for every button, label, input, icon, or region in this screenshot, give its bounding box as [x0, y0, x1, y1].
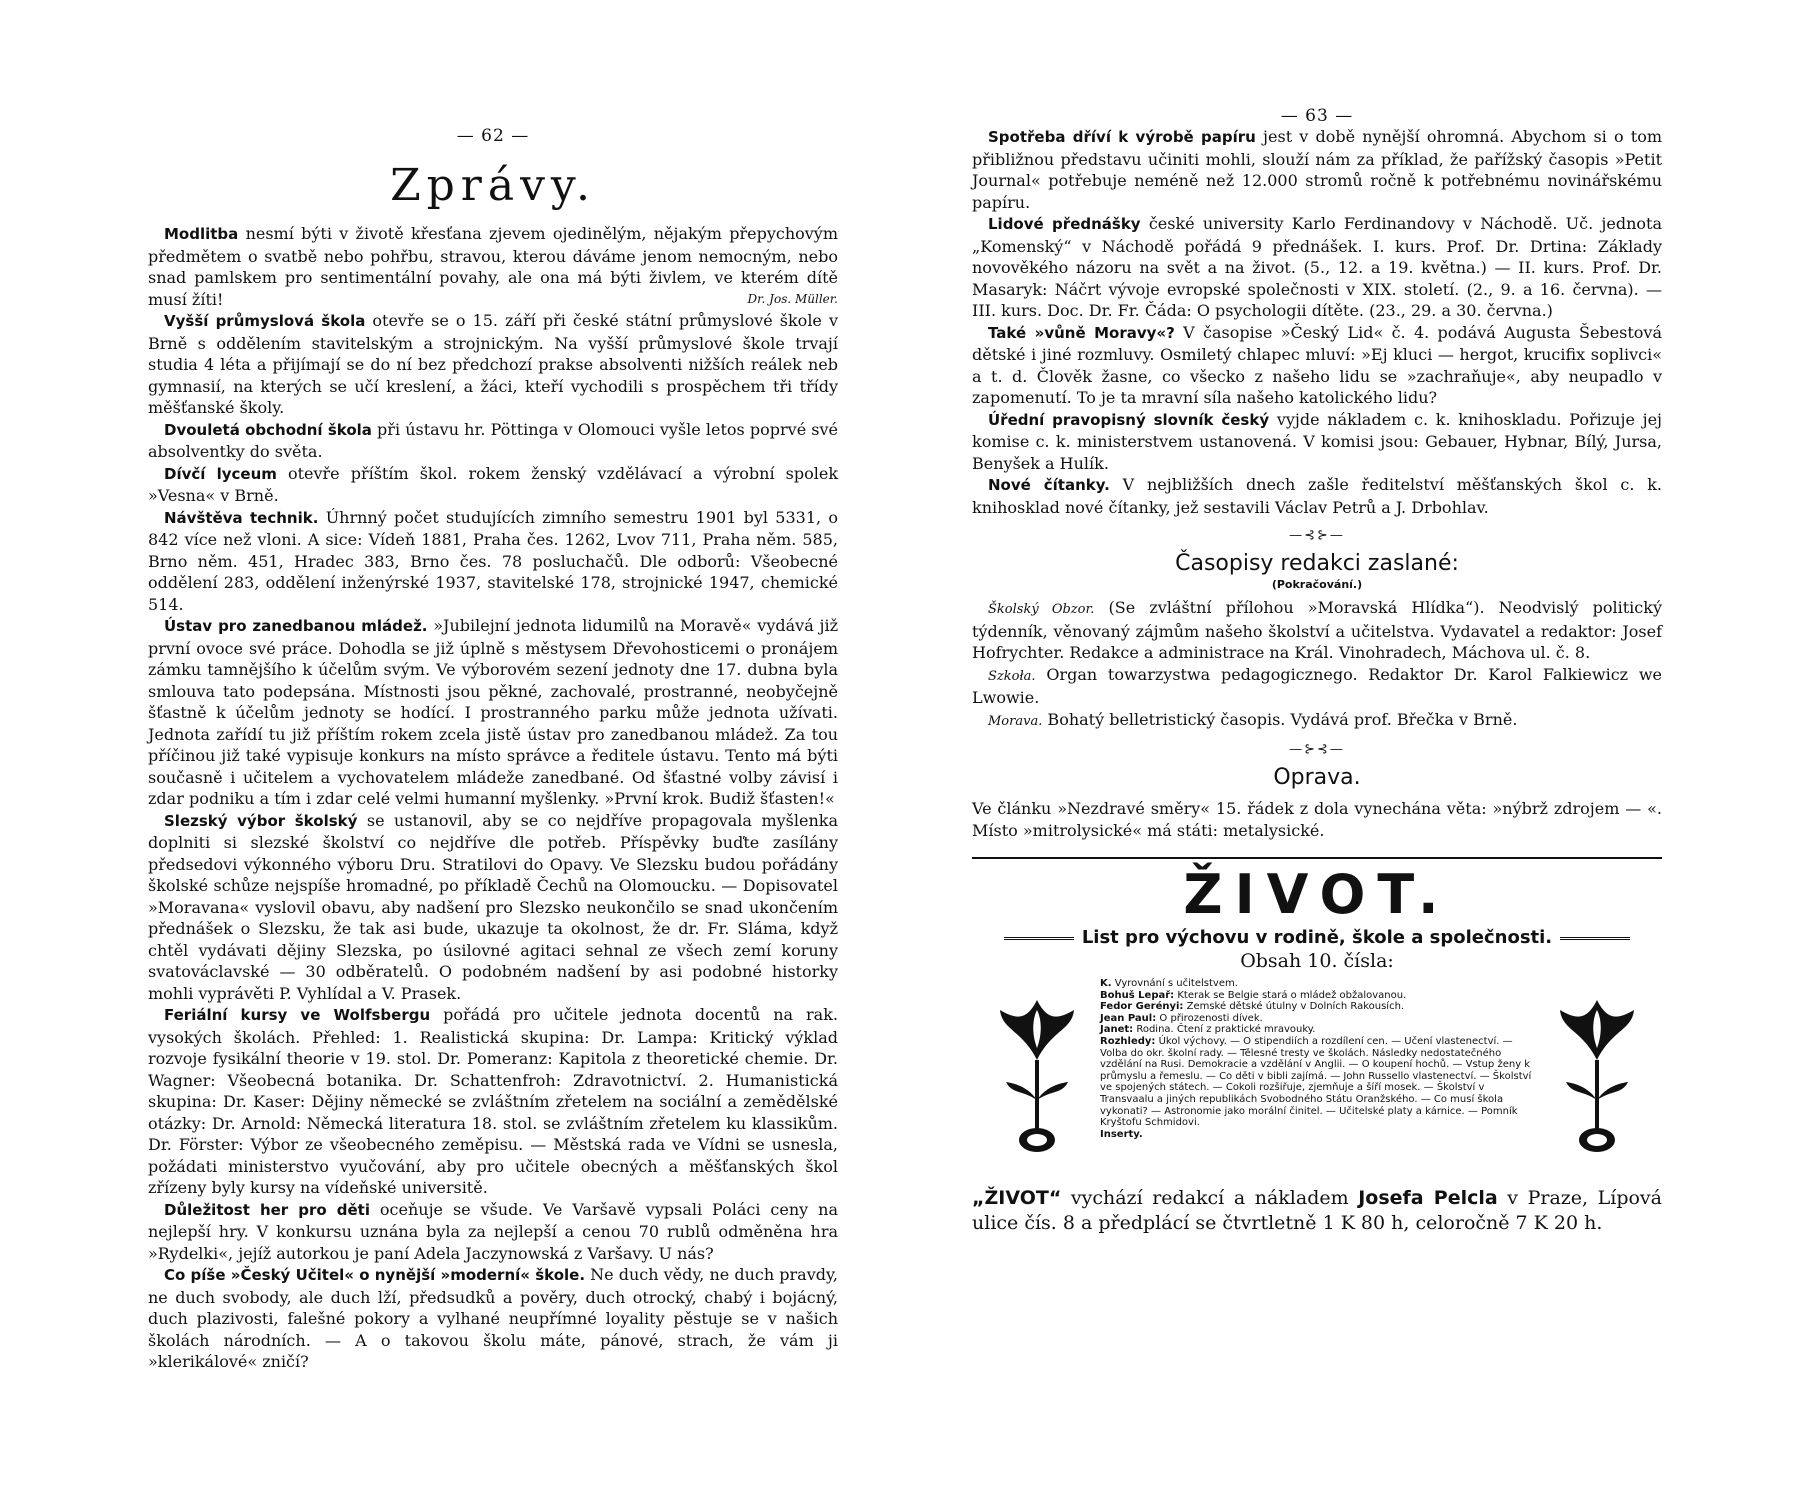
- contents-item-author: Inserty.: [1100, 1128, 1143, 1140]
- paragraph-text: nesmí býti v životě křesťana zjevem ojedinělým, nějakým přepychovým předmětem o svatbě nebo pohřbu, stravou, kterou dáváme jenom nemocným, nebo snad pamlskem pro sentimentální povahy, ale ona má býti živlem, ve kterém dítě musí žíti!: [148, 224, 838, 309]
- contents-item-author: Jean Paul:: [1100, 1012, 1157, 1024]
- paragraph-text: Úhrnný počet studujících zimního semestru 1901 byl 5331, o 842 více než vloni. A sice: Vídeň 1881, Praha čes. 1262, Lvov 711, Praha něm. 585, Brno něm. 451, Hradec 383, Brno čes. 78 posluchačů. Dle odborů: Všeobecné oddělení 283, oddělení inženýrské 1937, stavitelské 178, strojnické 1947, chemické 514.: [148, 507, 838, 614]
- news-paragraph: [972, 213, 1662, 322]
- paragraph-lead: Návštěva technik.: [164, 508, 319, 527]
- zivot-advertisement: [972, 865, 1662, 1236]
- paragraph-text: pořádá pro učitele jednota docentů na rak. vysokých školách. Přehled: 1. Realistická skupina: Dr. Lampa: Kritický výklad rozvoje fysikální theorie v 19. stol. Dr. Pomeranz: Kapitola z theoretické chemie. Dr. Wagner: Všeobecná botanika. Dr. Schattenfroh: Zdravotnictví. 2. Humanistická skupina: Dr. Kaser: Dějiny německé se zvláštním zřetelem na sociální a zemědělské otázky: Dr. Arnold: Německá literatura 18. stol. se zvláštním zřetelem ku klassikům. Dr. Förster: Výbor ze všeobecného zeměpisu. — Městská rada ve Vídni se usnesla, požádati ministerstvo vyučování, aby pro učitele obecných a měšťanských škol zřízeny byly kursy na vídeňské universitě.: [148, 1005, 838, 1197]
- paragraph-text: Organ towarzystwa pedagogicznego. Redaktor Dr. Karol Falkiewicz we Lwowie.: [972, 664, 1662, 707]
- left-page: [148, 0, 838, 1500]
- paragraph-text: při ústavu hr. Pöttinga v Olomouci vyšle letos poprvé své absolventky do světa.: [148, 419, 839, 461]
- news-paragraph: [148, 310, 838, 419]
- journals-list: [972, 597, 1662, 732]
- paragraph-text: české university Karlo Ferdinandovy v Náchodě. Uč. jednota „Komenský“ v Náchodě pořádá 9 přednášek. I. kurs. Prof. Dr. Drtina: Základy novověkého názoru na svět a na život. (5., 12. a 19. května.) — II. kurs. Prof. Dr. Masaryk: Náčrt vývoje evropské společnosti v XIX. století. (2., 9. a 16. června). — III. kurs. Doc. Dr. Fr. Čáda: O psychologii dítěte. (23., 29. a 30. června.): [972, 214, 1662, 320]
- flower-illustration-icon: [992, 990, 1082, 1160]
- section-subheading: (Pokračování.): [1271, 578, 1363, 591]
- news-paragraph: [148, 507, 838, 616]
- paragraph-lead: Ústav pro zanedbanou mládež.: [164, 617, 428, 635]
- page-title: Zprávy.: [390, 160, 596, 211]
- contents-item-author: Bohuš Lepař:: [1100, 989, 1175, 1001]
- paragraph-lead: Vyšší průmyslová škola: [164, 312, 366, 330]
- paragraph-lead: Modlitba: [164, 225, 239, 243]
- contents-heading: Obsah 10. čísla:: [1240, 950, 1394, 972]
- paragraph-lead: Feriální kursy ve Wolfsbergu: [164, 1006, 431, 1024]
- contents-item-author: K.: [1100, 978, 1112, 989]
- news-paragraph: [972, 597, 1662, 664]
- contents-item: [1100, 1036, 1534, 1129]
- ad-subtitle-text: List pro výchovu v rodině, škole a společnosti.: [1081, 927, 1553, 948]
- right-news-list: [972, 126, 1662, 518]
- contents-item-title: Vyrovnání s učitelstvem.: [1111, 978, 1238, 989]
- news-paragraph: [972, 322, 1662, 409]
- news-paragraph: [972, 664, 1662, 709]
- left-news-list: [148, 223, 838, 1373]
- contents-item: [1100, 1024, 1534, 1036]
- paragraph-text: V nejbližších dnech zašle ředitelství měšťanských škol c. k. knihosklad nové čítanky, jež sestavili Václav Petrů a J. Drbohlav.: [972, 475, 1662, 517]
- paragraph-text: jest v době nynější ohromná. Abychom si o tom přibližnou představu učiniti mohli, slouží nám za příklad, že pařížský časopis »Petit Journal« potřebuje neméně než 12.000 stromů ročně k potřebnému novinářskému papíru.: [972, 127, 1663, 212]
- paragraph-text: vyjde nákladem c. k. knihoskladu. Pořizuje jej komise c. k. ministerstvem ustanovená. V komisi jsou: Gebauer, Hybnar, Bílý, Jursa, Benyšek a Hulík.: [972, 409, 1663, 473]
- news-paragraph: [972, 474, 1662, 518]
- decorative-rule: [1560, 937, 1630, 940]
- section-heading: Časopisy redakci zaslané:: [1175, 551, 1459, 576]
- paragraph-text: V časopise »Český Lid« č. 4. podává Augusta Šebestová dětské i jiné rozmluvy. Osmiletý chlapec mluví: »Ej kluci — hergot, krucifix soplivci« a t. d. Člověk žasne, co všecko z našeho lidu se »zachraňuje«, aby neupadlo v zapomenutí. To je ta mravní síla našeho katolického lidu?: [972, 322, 1662, 407]
- news-paragraph: [148, 810, 838, 1005]
- flower-illustration-icon: [1552, 990, 1642, 1160]
- news-paragraph: [148, 615, 838, 810]
- ad-publisher-info: [972, 1186, 1662, 1236]
- oprava-text: Ve článku »Nezdravé směry« 15. řádek z dola vynechána věta: »nýbrž zdrojem — «. Místo »mitrolysické« má státi: metalysické.: [972, 799, 1662, 840]
- paragraph-text: otevře příštím škol. rokem ženský vzdělávací a výrobní spolek »Vesna« v Brně.: [148, 463, 839, 505]
- paragraph-text: Ne duch vědy, ne duch pravdy, ne duch svobody, ale duch lží, předsudků a pověry, duch otrocký, chabý i bojácný, duch plazivosti, falešné pokory a vylhané neupřímné loyality pěstuje se v našich školách národních. — A o takovou školu máte, pánové, strach, že vám ji »klerikálové« zničí?: [148, 1265, 838, 1371]
- contents-item-title: Rodina. Čtení z praktické mravouky.: [1133, 1024, 1316, 1036]
- paragraph-text: otevře se o 15. září při české státní průmyslové škole v Brně s oddělením stavitelským a strojnickým. Na vyšší průmyslové škole trvají studia 4 léta a přijímají se do ní bez předchozí prakse absolventi nižších reálek neb gymnasií, na kterých se učí kreslení, a žáci, kteří vychodili s prospěchem tři třídy měšťanské školy.: [148, 311, 838, 417]
- ad-subtitle: [972, 927, 1662, 948]
- paragraph-lead: Morava.: [988, 713, 1043, 729]
- contents-item: [1100, 990, 1534, 1002]
- ad-title: ŽIVOT.: [1183, 863, 1451, 926]
- paragraph-lead: Lidové přednášky: [988, 215, 1141, 233]
- paragraph-lead: Spotřeba dříví k výrobě papíru: [988, 128, 1256, 146]
- news-paragraph: [972, 409, 1662, 475]
- decorative-rule: [1004, 937, 1074, 940]
- page-number-right: — 63 —: [1280, 106, 1354, 126]
- news-paragraph: [972, 709, 1662, 733]
- oprava-heading: Oprava.: [1273, 765, 1361, 790]
- paragraph-text: »Jubilejní jednota lidumilů na Moravě« vydává již první ovoce své práce. Dohodla se již úplně s městysem Dřevohosticemi o pronájem zámku tamnějšího k účelům svým. Ve výborovém sezení jednoty dne 17. dubna byla smlouva tato podepsána. Místnosti jsou pěkné, zachovalé, prostranné, neobyčejně šťastně k účelům jednoty se hodící. I prostranného parku může jednota užívati. Jednota zařídí tu již příštím rokem zcela jistě ústav pro zanedbanou mládež. Za tou příčinou již také vypisuje konkurs na místo správce a ředitele ústavu. Tento má býti současně i učitelem a vychovatelem mládeže zanedbané. Od šťastné volby závisí i zdar podniku a tím i zdar celé velmi humanní myšlenky. »První krok. Budiž šťasten!«: [148, 616, 838, 808]
- news-paragraph: [148, 1199, 838, 1265]
- contents-item-author: Rozhledy:: [1100, 1035, 1156, 1047]
- contents-item-title: Kterak se Belgie stará o mládež obžalovanou.: [1174, 989, 1407, 1001]
- paragraph-text: se ustanovil, aby se co nejdříve propagovala myšlenka doplniti si slezské školství co nejdříve dle potřeb. Příspěvky buďte zasílány předsedovi výkonného výboru Dru. Stratilovi do Opavy. Ve Slezsku budou pořádány školské schůze nejspíše hromadné, po příkladě Čechů na Olomoucku. — Dopisovatel »Moravana« vyslovil obavu, aby nadšení pro Slezsko neukončilo se snad ukončením přednášek o Slezsku, že tak asi bude, ukazuje ta okolnost, že dr. Fr. Sláma, když chtěl vydávati dějiny Slezska, po úsilovné agitaci sehnal ze všech zemí koruny svatováclavské — 30 odběratelů. O podobném nadšení by asi podobné historky mohli vyprávěti P. Vyhlídal a V. Prasek.: [148, 810, 838, 1003]
- contents-item-author: Fedor Gerényi:: [1100, 1001, 1184, 1013]
- rule: [972, 857, 1662, 859]
- news-paragraph: [148, 1264, 838, 1373]
- page-number-left: — 62 —: [456, 126, 530, 146]
- contents-item: [1100, 978, 1534, 990]
- contents-item: [1100, 1129, 1534, 1141]
- news-paragraph: [972, 126, 1662, 213]
- contents-item: [1100, 1001, 1534, 1013]
- paragraph-lead: Dvouletá obchodní škola: [164, 420, 372, 439]
- contents-item-title: O přirozenosti dívek.: [1156, 1012, 1263, 1024]
- paragraph-text: (Se zvláštní přílohou »Moravská Hlídka“). Neodvislý politický týdenník, věnovaný zájmům našeho školství a učitelstva. Vydavatel a redaktor: Josef Hofrychter. Redakce a administrace na Král. Vinohradech, Máchova ul. č. 8.: [972, 598, 1662, 662]
- news-paragraph: [148, 1004, 838, 1199]
- paragraph-lead: Také »vůně Moravy«?: [988, 323, 1175, 342]
- right-page: [972, 0, 1662, 1500]
- paragraph-lead: Úřední pravopisný slovník český: [988, 410, 1270, 429]
- paragraph-lead: Szkoła.: [988, 668, 1036, 684]
- news-paragraph: [148, 419, 838, 463]
- paragraph-lead: Slezský výbor školský: [164, 811, 358, 830]
- paragraph-lead: Důležitost her pro děti: [164, 1200, 370, 1219]
- contents-item-author: Janet:: [1100, 1024, 1134, 1036]
- paragraph-lead: Co píše »Český Učitel« o nynější »moderní« škole.: [164, 1266, 586, 1284]
- ad-body: [972, 978, 1662, 1178]
- contents-list: [1100, 978, 1534, 1140]
- paragraph-text: oceňuje se všude. Ve Varšavě vypsali Poláci ceny na nejlepší hry. V konkursu uznána byla za nejlepší a cenou 70 rublů odměněna hra »Rydelki«, jejíž autorkou je paní Adela Jaczynowská z Varšavy. U nás?: [148, 1199, 838, 1263]
- paragraph-lead: Školský Obzor.: [988, 602, 1095, 617]
- contents-item-title: Úkol výchovy. — O stipendiích a rozdílení cen. — Učení vlastenectví. — Volba do okr. školní rady. — Tělesné tresty ve školách. Následky nedostatečného vzdělání na Rusi. Demokracie a vzdělání v Anglii. — O koupení hochů. — Vstup ženy k průmyslu a řemeslu. — Co děti v bibli zajímá. — John Russello vlastenectví. — Školství ve spojených státech. — Cokoli rozšiřuje, zjemňuje a šíří mosek. — Školství v Transvaalu a jiných republikách Svobodného Státu Oranžského. — Co musí škola vykonati? — Astronomie jako morální činitel. — Učitelské platy a kárnice. — Pomník Kryštofu Schmidovi.: [1100, 1035, 1532, 1129]
- contents-item: [1100, 1013, 1534, 1025]
- ornament-divider: —⊰⊱—: [1289, 528, 1345, 543]
- ornament-divider: —⊱⊰—: [1289, 742, 1345, 757]
- publisher-name: Josefa Pelcla: [1358, 1187, 1498, 1209]
- paragraph-text: Bohatý belletristický časopis. Vydává prof. Břečka v Brně.: [1042, 709, 1518, 729]
- author-signature: Dr. Jos. Müller.: [747, 291, 838, 306]
- ad-name: „ŽIVOT“: [972, 1187, 1062, 1209]
- contents-item-title: Zemské dětské útulny v Dolních Rakousích.: [1183, 1001, 1405, 1013]
- ad-text: v Praze, Lípová ulice čís. 8 a předplácí se čtvrtletně 1 K 80 h, celoročně 7 K 20 h.: [972, 1187, 1662, 1234]
- paragraph-lead: Dívčí lyceum: [164, 464, 277, 483]
- news-paragraph: [148, 463, 838, 507]
- news-paragraph: [148, 223, 838, 310]
- paragraph-lead: Nové čítanky.: [988, 476, 1110, 494]
- ad-text: vychází redakcí a nákladem: [1061, 1187, 1359, 1209]
